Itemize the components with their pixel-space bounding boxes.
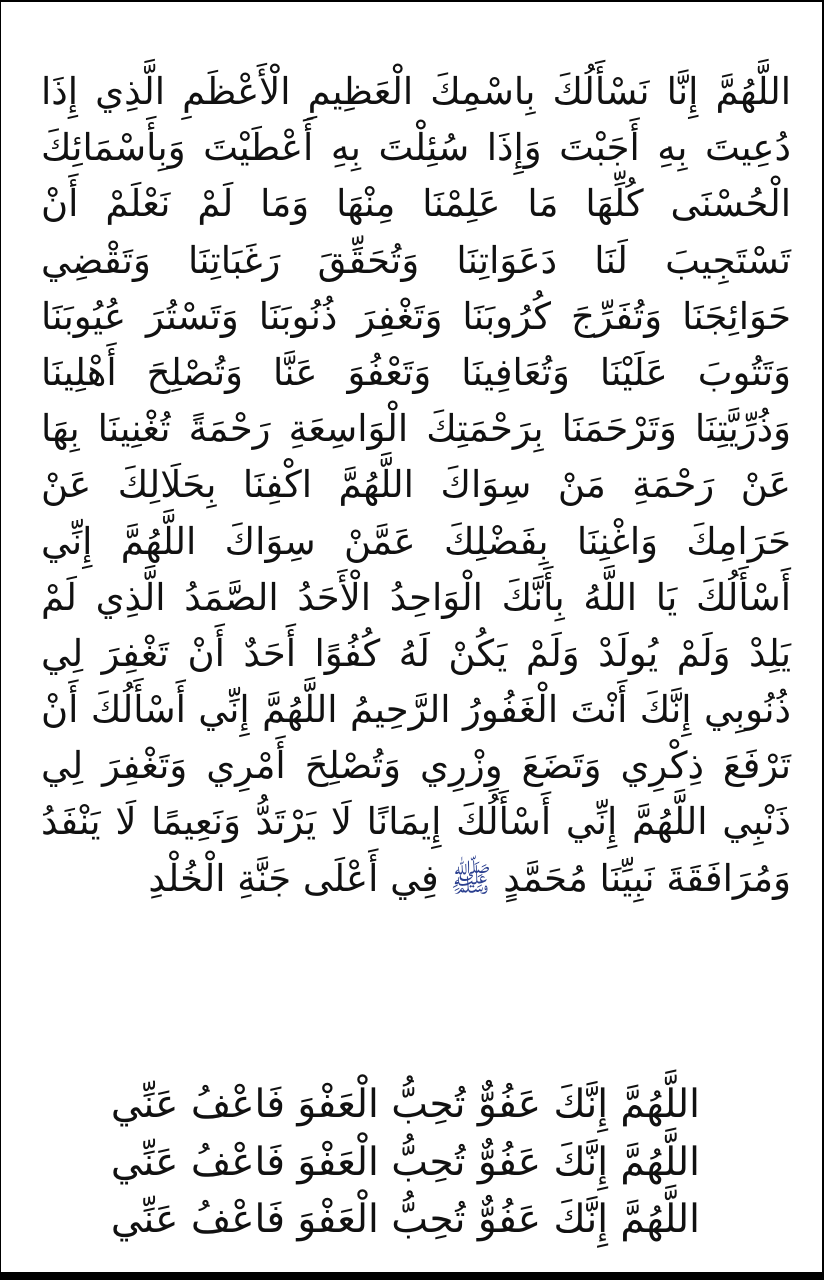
prayer-line-7: وَذُرِّيَّتِنَا وَتَرْحَمَنَا بِرَحْمَتِكَ الْوَاسِعَةِ رَحْمَةً تُغْنِينَا بِهَا [41,407,791,451]
prayer-line-10: أَسْأَلُكَ يَا اللَّهُ بِأَنَّكَ الْوَاحِدُ الْأَحَدُ الصَّمَدُ الَّذِي لَمْ [41,575,791,619]
closing-line-1: اللَّهُمَّ إِنَّكَ عَفُوٌّ تُحِبُّ الْعَفْوَ فَاعْفُ عَنِّي [110,1082,700,1127]
prayer-line-5: حَوَائِجَنَا وَتُفَرِّجَ كُرُوبَنَا وَتَغْفِرَ ذُنُوبَنَا وَتَسْتُرَ عُيُوبَنَا [41,294,791,338]
prayer-line-3: الْحُسْنَى كُلِّهَا مَا عَلِمْنَا مِنْهَا وَمَا لَمْ نَعْلَمْ أَنْ [41,182,791,226]
closing-line-3: اللَّهُمَّ إِنَّكَ عَفُوٌّ تُحِبُّ الْعَفْوَ فَاعْفُ عَنِّي [110,1197,700,1243]
prayer-line-8: عَنْ رَحْمَةِ مَنْ سِوَاكَ اللَّهُمَّ اكْفِنَا بِحَلَالِكَ عَنْ [41,463,791,507]
prayer-line-6: وَتَتُوبَ عَلَيْنَا وَتُعَافِينَا وَتَعْفُوَ عَنَّا وَتُصْلِحَ أَهْلِينَا [41,350,791,394]
prayer-line-15 [41,851,791,907]
prayer-line-13: تَرْفَعَ ذِكْرِي وَتَضَعَ وِزْرِي وَتُصْلِحَ أَمْرِي وَتَغْفِرَ لِي [41,744,791,788]
closing-line-2: اللَّهُمَّ إِنَّكَ عَفُوٌّ تُحِبُّ الْعَفْوَ فَاعْفُ عَنِّي [110,1139,700,1185]
prayer-line-15-end: فِي أَعْلَى جَنَّةِ الْخُلْدِ [148,856,439,900]
prayer-line-15-start: وَمُرَافَقَةَ نَبِيِّنَا مُحَمَّدٍ [503,856,791,900]
prayer-line-12: ذُنُوبِي إِنَّكَ أَنْتَ الْغَفُورُ الرَّحِيمُ اللَّهُمَّ إِنِّي أَسْأَلُكَ أَنْ [41,688,791,732]
prayer-line-14: ذَنْبِي اللَّهُمَّ إِنِّي أَسْأَلُكَ إِيمَانًا لَا يَرْتَدُّ وَنَعِيمًا لَا يَنْفَدُ [41,800,791,844]
prayer-line-11: يَلِدْ وَلَمْ يُولَدْ وَلَمْ يَكُنْ لَهُ كُفُوًا أَحَدٌ أَنْ تَغْفِرَ لِي [41,631,791,675]
closing-supplication [110,1076,700,1249]
prayer-line-2: دُعِيتَ بِهِ أَجَبْتَ وَإِذَا سُئِلْتَ بِهِ أَعْطَيْتَ وَبِأَسْمَائِكَ [41,126,791,170]
prayer-line-9: حَرَامِكَ وَاغْنِنَا بِفَضْلِكَ عَمَّنْ سِوَاكَ اللَّهُمَّ إِنِّي [41,519,791,563]
prayer-text [41,64,791,907]
prayer-line-1: اللَّهُمَّ إِنَّا نَسْأَلُكَ بِاسْمِكَ الْعَظِيمِ الْأَعْظَمِ الَّذِي إِذَا [41,70,791,113]
prayer-line-4: تَسْتَجِيبَ لَنَا دَعَوَاتِنَا وَتُحَقِّقَ رَغَبَاتِنَا وَتَقْضِي [41,238,791,282]
prophet-seal-glyph: ﷺ [450,859,492,900]
